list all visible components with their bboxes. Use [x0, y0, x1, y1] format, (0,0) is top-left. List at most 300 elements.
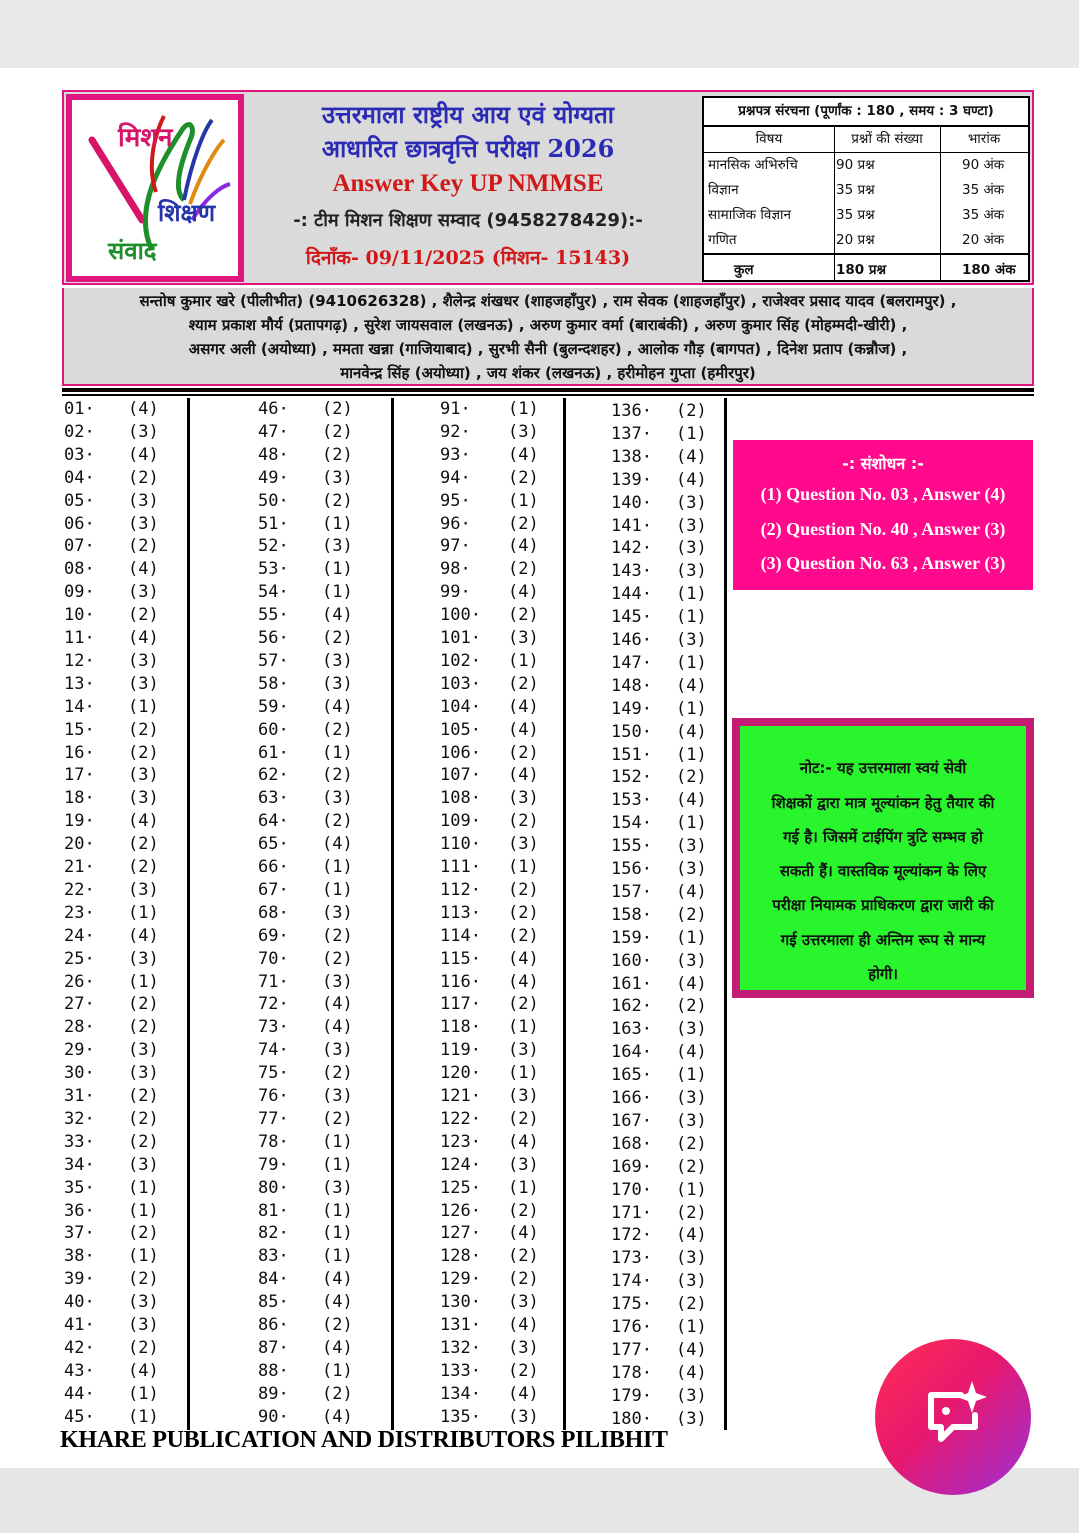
question-number: 121·	[440, 1086, 481, 1106]
question-number: 88·	[258, 1360, 289, 1381]
answer-option: (1)	[508, 490, 539, 511]
question-number: 134·	[440, 1383, 481, 1404]
correction-item: (3) Question No. 63 , Answer (3)	[760, 553, 1006, 573]
date-line: दिनाँक- 09/11/2025 (मिशन- 15143)	[305, 247, 631, 269]
question-number: 176·	[611, 1317, 652, 1337]
question-number: 58·	[258, 673, 289, 694]
question-number: 78·	[258, 1131, 289, 1152]
correction-item: (2) Question No. 40 , Answer (3)	[760, 519, 1006, 539]
question-number: 131·	[440, 1315, 481, 1335]
question-number: 40·	[64, 1292, 95, 1313]
answer-option: (3)	[676, 1408, 707, 1429]
question-number: 90·	[258, 1406, 289, 1427]
answer-option: (1)	[676, 1179, 707, 1200]
question-number: 81·	[258, 1200, 289, 1221]
question-number: 49·	[258, 467, 289, 488]
answer-option: (4)	[676, 675, 707, 696]
question-number: 37·	[64, 1223, 95, 1244]
question-number: 13·	[64, 673, 95, 694]
question-number: 130·	[440, 1292, 481, 1313]
question-number: 44·	[64, 1383, 95, 1404]
marks: 20 अंक	[962, 232, 1005, 248]
question-number: 142·	[611, 538, 652, 559]
answer-option: (3)	[128, 1063, 159, 1084]
answer-option: (2)	[128, 1108, 159, 1129]
answer-option: (4)	[508, 765, 539, 786]
question-number: 97·	[440, 536, 471, 557]
structure-row	[704, 153, 1028, 178]
question-number: 160·	[611, 950, 652, 971]
answer-option: (1)	[322, 1246, 353, 1267]
answer-option: (1)	[676, 607, 707, 628]
question-number: 08·	[64, 559, 95, 580]
answer-option: (1)	[322, 1131, 353, 1152]
question-number: 51·	[258, 513, 289, 534]
question-number: 127·	[440, 1223, 481, 1244]
chat-fab-button[interactable]	[875, 1339, 1031, 1495]
question-number: 147·	[611, 652, 652, 673]
question-number: 62·	[258, 765, 289, 786]
answer-option: (4)	[508, 1315, 539, 1335]
answer-option: (1)	[322, 857, 353, 877]
question-number: 34·	[64, 1154, 95, 1175]
answer-option: (2)	[676, 1202, 707, 1223]
answer-option: (3)	[676, 1019, 707, 1040]
answer-option: (2)	[508, 1108, 539, 1129]
answer-option: (2)	[676, 1156, 707, 1177]
answer-option: (1)	[508, 1063, 539, 1084]
answer-option: (3)	[676, 492, 707, 513]
answer-option: (2)	[128, 834, 159, 855]
answer-option: (2)	[508, 467, 539, 488]
answer-option: (2)	[128, 1337, 159, 1358]
answer-option: (2)	[322, 811, 353, 832]
question-number: 128·	[440, 1246, 481, 1267]
question-number: 41·	[64, 1315, 95, 1335]
answer-option: (3)	[322, 467, 353, 488]
answer-option: (1)	[676, 744, 707, 765]
answer-option: (2)	[508, 1269, 539, 1290]
question-number: 180·	[611, 1408, 652, 1429]
answer-option: (4)	[676, 721, 707, 742]
divider-line	[62, 388, 1034, 392]
question-number: 172·	[611, 1225, 652, 1246]
question-number: 64·	[258, 811, 289, 832]
question-number: 138·	[611, 446, 652, 467]
question-number: 04·	[64, 467, 95, 488]
answer-option: (2)	[322, 421, 353, 442]
question-number: 112·	[440, 879, 481, 900]
question-number: 45·	[64, 1406, 95, 1427]
question-number: 102·	[440, 650, 481, 671]
answer-option: (4)	[676, 790, 707, 811]
answer-option: (1)	[128, 902, 159, 923]
answer-option: (4)	[676, 446, 707, 467]
answer-option: (3)	[128, 765, 159, 786]
answer-option: (4)	[128, 444, 159, 465]
question-number: 63·	[258, 788, 289, 809]
question-number: 123·	[440, 1131, 481, 1152]
question-number: 76·	[258, 1086, 289, 1106]
contributors-list	[62, 288, 1034, 386]
header-subject: विषय	[755, 131, 783, 147]
answer-option: (3)	[676, 836, 707, 857]
question-number: 05·	[64, 490, 95, 511]
answer-option: (3)	[676, 859, 707, 879]
answer-option: (2)	[508, 605, 539, 626]
header-questions: प्रश्नों की संख्या	[851, 131, 923, 147]
answer-option: (4)	[508, 948, 539, 969]
answer-option: (3)	[508, 628, 539, 648]
answer-option: (2)	[128, 536, 159, 557]
logo-word-shikshan: शिक्षण	[158, 198, 216, 227]
contributors-line: सन्तोष कुमार खरे (पीलीभीत) (9410626328) , शैलेन्द्र शंखधर (शाहजहाँपुर) , राम सेवक (शाहजहाँपुर) , राजेश्वर प्रसाद यादव (बलरामपुर) ,	[139, 292, 957, 310]
answer-option: (2)	[508, 1200, 539, 1221]
question-number: 139·	[611, 469, 652, 490]
question-number: 73·	[258, 1017, 289, 1038]
answer-option: (2)	[128, 605, 159, 626]
answer-option: (2)	[322, 1108, 353, 1129]
answer-option: (2)	[508, 559, 539, 580]
question-number: 120·	[440, 1063, 481, 1084]
question-number: 104·	[440, 696, 481, 717]
answer-option: (3)	[676, 561, 707, 582]
answer-option: (1)	[128, 1383, 159, 1404]
total-label: कुल	[734, 262, 754, 278]
answer-option: (3)	[676, 950, 707, 971]
question-number: 39·	[64, 1269, 95, 1290]
answer-option: (1)	[676, 652, 707, 673]
answer-option: (2)	[128, 1017, 159, 1038]
question-number: 52·	[258, 536, 289, 557]
answer-option: (2)	[508, 902, 539, 923]
note-inner	[740, 726, 1026, 990]
answer-option: (2)	[508, 742, 539, 763]
answer-option: (2)	[508, 925, 539, 946]
answer-option: (1)	[128, 971, 159, 992]
answer-option: (2)	[128, 742, 159, 763]
question-number: 153·	[611, 790, 652, 811]
question-number: 106·	[440, 742, 481, 763]
answer-option: (4)	[508, 719, 539, 740]
question-number: 146·	[611, 630, 652, 650]
question-number: 94·	[440, 467, 471, 488]
question-number: 169·	[611, 1156, 652, 1177]
answer-option: (3)	[676, 538, 707, 559]
question-number: 83·	[258, 1246, 289, 1267]
answer-option: (4)	[508, 1383, 539, 1404]
question-number: 164·	[611, 1042, 652, 1063]
answer-option: (2)	[508, 879, 539, 900]
question-number: 38·	[64, 1246, 95, 1267]
answer-option: (2)	[322, 444, 353, 465]
question-number: 09·	[64, 582, 95, 603]
question-number: 67·	[258, 879, 289, 900]
answer-option: (2)	[128, 994, 159, 1015]
answer-option: (4)	[508, 444, 539, 465]
question-number: 95·	[440, 490, 471, 511]
question-number: 126·	[440, 1200, 481, 1221]
answer-option: (3)	[322, 536, 353, 557]
answer-option: (2)	[322, 1315, 353, 1335]
answer-option: (4)	[128, 811, 159, 832]
answer-option: (2)	[128, 857, 159, 877]
answer-option: (2)	[128, 719, 159, 740]
question-number: 161·	[611, 973, 652, 994]
question-number: 103·	[440, 673, 481, 694]
correction-box	[733, 440, 1033, 590]
answer-option: (3)	[508, 1154, 539, 1175]
answer-option: (3)	[128, 1154, 159, 1175]
question-number: 171·	[611, 1202, 652, 1223]
question-number: 110·	[440, 834, 481, 855]
question-number: 26·	[64, 971, 95, 992]
question-number: 98·	[440, 559, 471, 580]
question-number: 135·	[440, 1406, 481, 1427]
answer-option: (3)	[508, 1292, 539, 1313]
answer-option: (1)	[128, 1177, 159, 1198]
note-line: परीक्षा नियामक प्राधिकरण द्वारा जारी की	[772, 896, 994, 914]
answer-option: (2)	[128, 1131, 159, 1152]
subject: मानसिक अभिरुचि	[708, 157, 798, 173]
question-number: 12·	[64, 650, 95, 671]
answer-option: (1)	[676, 1317, 707, 1337]
question-number: 141·	[611, 515, 652, 536]
answer-option: (1)	[322, 1154, 353, 1175]
subject: गणित	[708, 232, 737, 248]
question-number: 55·	[258, 605, 289, 626]
question-number: 143·	[611, 561, 652, 582]
question-number: 69·	[258, 925, 289, 946]
question-number: 86·	[258, 1315, 289, 1335]
answer-option: (3)	[128, 421, 159, 442]
answer-option: (4)	[322, 1406, 353, 1427]
question-count: 20 प्रश्न	[836, 232, 875, 248]
answer-option: (1)	[676, 927, 707, 948]
question-number: 114·	[440, 925, 481, 946]
contributors-line: श्याम प्रकाश मौर्य (प्रतापगढ़) , सुरेश जायसवाल (लखनऊ) , अरुण कुमार वर्मा (बाराबंकी) , अरुण कुमार सिंह (मोहम्मदी-खीरी) ,	[188, 316, 908, 334]
answer-option: (3)	[508, 1086, 539, 1106]
answer-option: (4)	[508, 1131, 539, 1152]
question-number: 168·	[611, 1133, 652, 1154]
answer-option: (4)	[676, 881, 707, 902]
answer-option: (1)	[128, 1406, 159, 1427]
answer-option: (2)	[508, 1360, 539, 1381]
question-number: 96·	[440, 513, 471, 534]
answer-option: (3)	[322, 1177, 353, 1198]
answer-option: (1)	[508, 1017, 539, 1038]
answer-option: (1)	[508, 650, 539, 671]
answer-option: (3)	[128, 1040, 159, 1061]
question-number: 105·	[440, 719, 481, 740]
question-number: 03·	[64, 444, 95, 465]
question-number: 137·	[611, 423, 652, 444]
subject: विज्ञान	[708, 182, 739, 198]
answer-option: (3)	[322, 673, 353, 694]
note-line: सकती हैं। वास्तविक मूल्यांकन के लिए	[779, 862, 987, 880]
question-number: 167·	[611, 1110, 652, 1131]
answer-option: (1)	[322, 742, 353, 763]
answer-option: (4)	[676, 1362, 707, 1383]
question-number: 74·	[258, 1040, 289, 1061]
answer-option: (1)	[508, 857, 539, 877]
answer-option: (1)	[508, 1177, 539, 1198]
question-number: 133·	[440, 1360, 481, 1381]
question-number: 79·	[258, 1154, 289, 1175]
answer-option: (4)	[508, 1223, 539, 1244]
title-line-2: आधारित छात्रवृत्ति परीक्षा 2026	[321, 134, 615, 163]
answer-option: (2)	[128, 1223, 159, 1244]
marks: 35 अंक	[962, 207, 1005, 223]
answer-key-title: Answer Key UP NMMSE	[332, 170, 604, 197]
question-number: 175·	[611, 1294, 652, 1315]
answer-option: (2)	[676, 1294, 707, 1315]
question-number: 107·	[440, 765, 481, 786]
question-number: 21·	[64, 857, 95, 877]
question-number: 165·	[611, 1065, 652, 1086]
answer-option: (3)	[128, 673, 159, 694]
answer-option: (1)	[128, 1246, 159, 1267]
question-number: 27·	[64, 994, 95, 1015]
note-line: होगी।	[868, 965, 898, 983]
question-number: 174·	[611, 1271, 652, 1292]
column-separator	[187, 398, 190, 1430]
note-line: गई उत्तरमाला ही अन्तिम रूप से मान्य	[780, 931, 986, 949]
answer-option: (3)	[128, 879, 159, 900]
question-number: 150·	[611, 721, 652, 742]
question-number: 54·	[258, 582, 289, 603]
answer-option: (3)	[128, 650, 159, 671]
team-line: -: टीम मिशन शिक्षण सम्वाद (9458278429):-	[293, 210, 643, 231]
answer-option: (2)	[508, 994, 539, 1015]
question-number: 179·	[611, 1385, 652, 1406]
question-number: 100·	[440, 605, 481, 626]
note-line: नोट:- यह उत्तरमाला स्वयं सेवी	[799, 759, 967, 777]
question-number: 66·	[258, 857, 289, 877]
answer-option: (3)	[128, 513, 159, 534]
paper-structure-table	[702, 96, 1030, 282]
column-separator	[724, 398, 727, 1430]
question-number: 148·	[611, 675, 652, 696]
question-number: 93·	[440, 444, 471, 465]
question-number: 23·	[64, 902, 95, 923]
question-number: 29·	[64, 1040, 95, 1061]
question-number: 163·	[611, 1019, 652, 1040]
divider-line	[62, 394, 1034, 396]
answer-option: (4)	[508, 696, 539, 717]
question-number: 158·	[611, 904, 652, 925]
question-number: 85·	[258, 1292, 289, 1313]
question-number: 42·	[64, 1337, 95, 1358]
logo	[66, 94, 244, 282]
answer-option: (1)	[322, 1360, 353, 1381]
question-number: 109·	[440, 811, 481, 832]
question-number: 152·	[611, 767, 652, 788]
question-number: 129·	[440, 1269, 481, 1290]
question-number: 155·	[611, 836, 652, 857]
logo-word-samvad: संवाद	[108, 236, 157, 265]
answer-option: (3)	[676, 1110, 707, 1131]
answer-option: (4)	[128, 559, 159, 580]
answer-option: (3)	[128, 788, 159, 809]
answer-option: (4)	[322, 1337, 353, 1358]
answer-option: (2)	[322, 1063, 353, 1084]
question-number: 07·	[64, 536, 95, 557]
answer-option: (1)	[322, 582, 353, 603]
question-number: 108·	[440, 788, 481, 809]
question-number: 57·	[258, 650, 289, 671]
question-number: 32·	[64, 1108, 95, 1129]
answer-option: (2)	[676, 767, 707, 788]
question-number: 117·	[440, 994, 481, 1015]
answer-option: (1)	[676, 698, 707, 719]
answer-option: (3)	[508, 1040, 539, 1061]
question-number: 119·	[440, 1040, 481, 1061]
disclaimer-note	[732, 718, 1034, 998]
question-number: 99·	[440, 582, 471, 603]
question-number: 68·	[258, 902, 289, 923]
answer-option: (1)	[322, 513, 353, 534]
answer-option: (3)	[676, 515, 707, 536]
answer-option: (4)	[676, 1339, 707, 1360]
question-number: 145·	[611, 607, 652, 628]
question-number: 15·	[64, 719, 95, 740]
answer-option: (2)	[676, 996, 707, 1017]
question-number: 140·	[611, 492, 652, 513]
answer-option: (4)	[322, 834, 353, 855]
answer-option: (1)	[128, 696, 159, 717]
question-number: 178·	[611, 1362, 652, 1383]
answer-option: (4)	[128, 399, 159, 419]
question-number: 177·	[611, 1339, 652, 1360]
question-number: 132·	[440, 1337, 481, 1358]
question-number: 50·	[258, 490, 289, 511]
answer-option: (4)	[676, 1225, 707, 1246]
answer-option: (2)	[128, 1086, 159, 1106]
contributors-line: मानवेन्द्र सिंह (अयोध्या) , जय शंकर (लखनऊ) , हरीमोहन गुप्ता (हमीरपुर)	[340, 364, 756, 382]
question-number: 101·	[440, 628, 481, 648]
answer-option: (2)	[508, 811, 539, 832]
answer-option: (2)	[508, 513, 539, 534]
question-number: 24·	[64, 925, 95, 946]
question-number: 19·	[64, 811, 95, 832]
answer-option: (4)	[676, 1042, 707, 1063]
answer-option: (3)	[676, 1271, 707, 1292]
question-number: 59·	[258, 696, 289, 717]
answer-option: (3)	[128, 948, 159, 969]
question-count: 90 प्रश्न	[836, 157, 875, 173]
question-number: 151·	[611, 744, 652, 765]
answer-option: (4)	[508, 582, 539, 603]
answer-option: (1)	[322, 559, 353, 580]
question-number: 115·	[440, 948, 481, 969]
question-number: 157·	[611, 881, 652, 902]
question-count: 35 प्रश्न	[836, 207, 875, 223]
question-number: 35·	[64, 1177, 95, 1198]
question-number: 16·	[64, 742, 95, 763]
question-number: 111·	[440, 857, 481, 877]
answer-option: (3)	[508, 834, 539, 855]
question-number: 28·	[64, 1017, 95, 1038]
question-number: 46·	[258, 399, 289, 419]
answer-option: (3)	[128, 582, 159, 603]
question-number: 53·	[258, 559, 289, 580]
question-number: 159·	[611, 927, 652, 948]
question-number: 36·	[64, 1200, 95, 1221]
question-number: 14·	[64, 696, 95, 717]
answer-option: (4)	[322, 605, 353, 626]
total-questions: 180 प्रश्न	[836, 262, 887, 278]
